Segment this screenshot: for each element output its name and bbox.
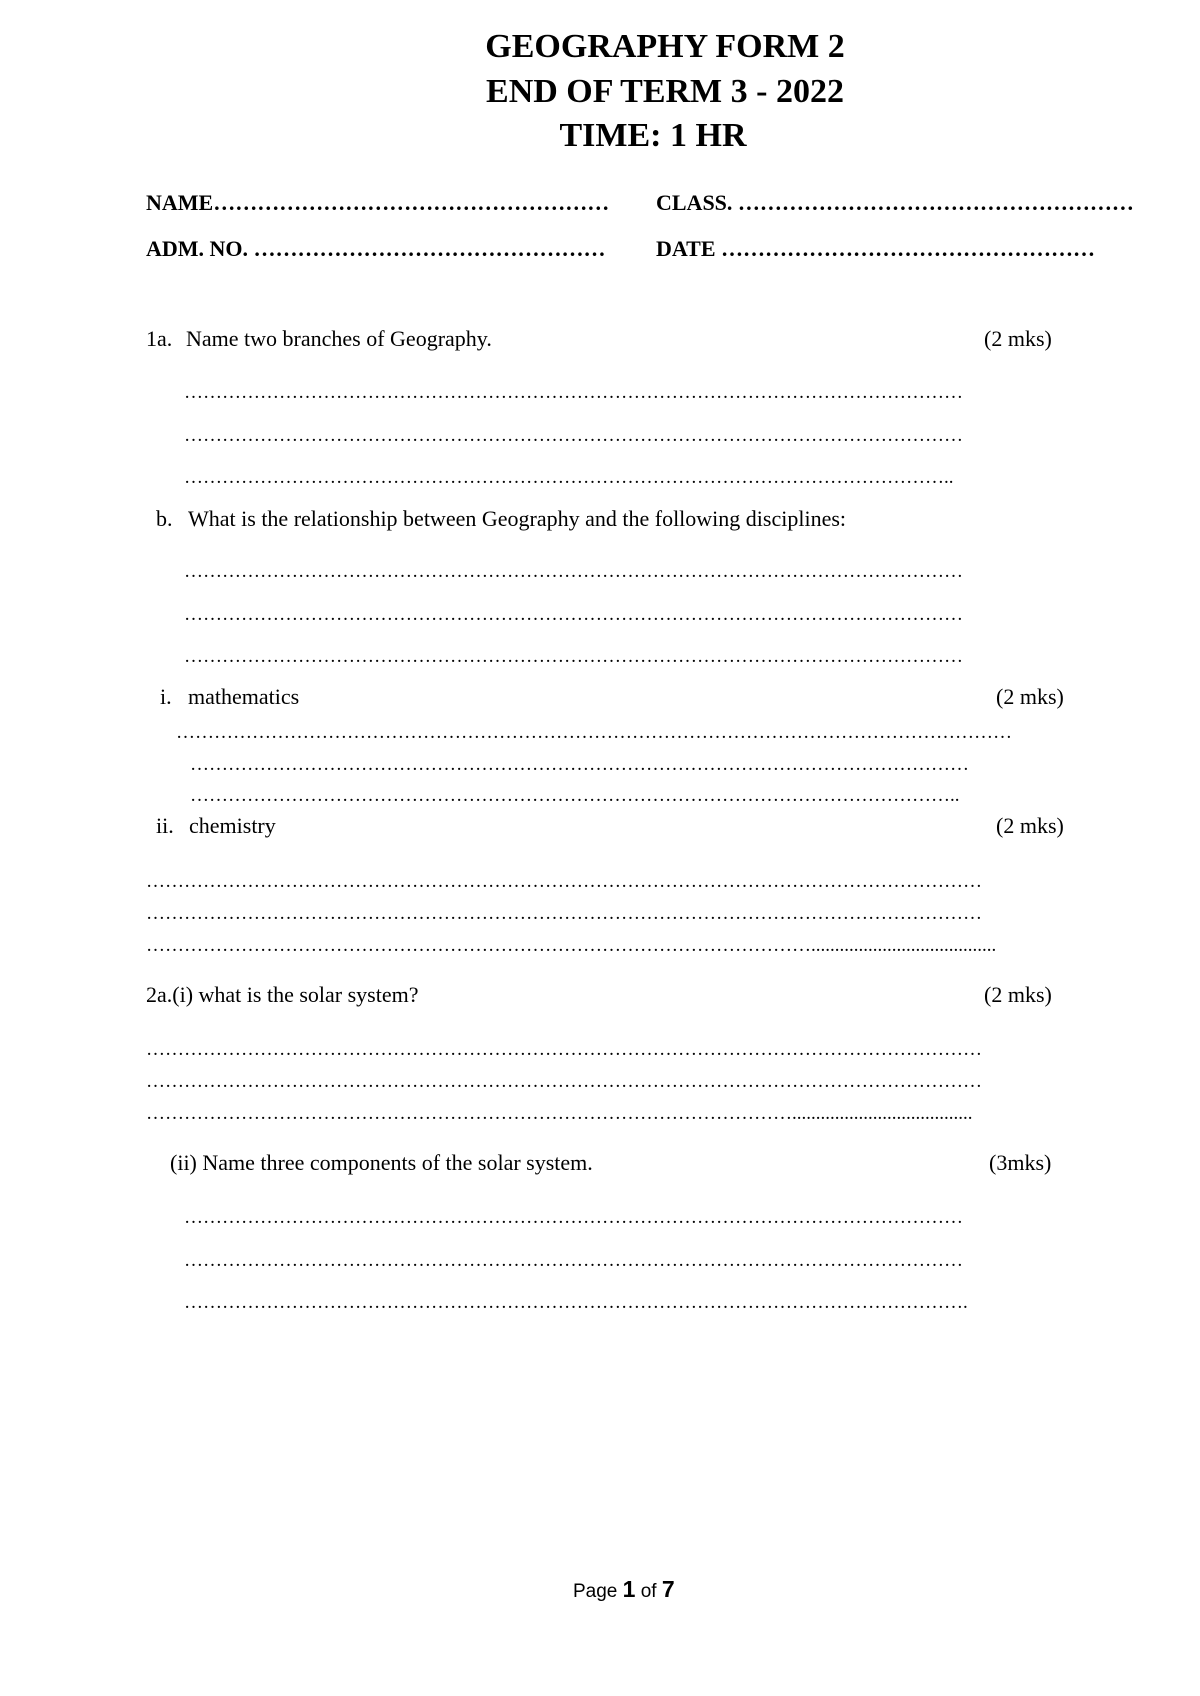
answer-line[interactable]: …………………………………………………………………………………………………………………… xyxy=(146,1039,982,1060)
q1b-ii-marks: (2 mks) xyxy=(996,813,1064,838)
q1a-marks: (2 mks) xyxy=(984,326,1052,351)
answer-line[interactable]: …………………………………………………………………………………………………………… xyxy=(190,754,969,775)
q1a-text: Name two branches of Geography. xyxy=(186,326,492,351)
exam-term: END OF TERM 3 - 2022 xyxy=(486,73,844,110)
q2a-ii-marks: (3mks) xyxy=(989,1150,1052,1175)
answer-line[interactable]: …………………………………………………………………………………………………………… xyxy=(184,382,963,403)
answer-line[interactable]: …………………………………………………………………………………………………………………… xyxy=(176,722,1012,743)
q1b-i-text: mathematics xyxy=(188,684,300,709)
answer-line[interactable]: …………………………………………………………………………………………………………………… xyxy=(146,1071,982,1092)
date-field[interactable]: DATE …………………………………………… xyxy=(656,236,1095,261)
q1b-number: b. xyxy=(156,506,173,531)
answer-line[interactable]: …………………………………………………………………………………………………………… xyxy=(184,646,963,667)
answer-line[interactable]: ……………………………………………………………………………………………....................................... xyxy=(146,935,997,956)
answer-line[interactable]: …………………………………………………………………………………………………………………… xyxy=(146,871,982,892)
answer-line[interactable]: …………………………………………………………………………………………...................................... xyxy=(146,1103,973,1124)
exam-time: TIME: 1 HR xyxy=(559,117,747,154)
of-label: of xyxy=(640,1581,657,1602)
exam-title: GEOGRAPHY FORM 2 xyxy=(485,28,845,65)
answer-line[interactable]: …………………………………………………………………………………………………………… xyxy=(184,604,963,625)
answer-line[interactable]: …………………………………………………………………………………………………………… xyxy=(184,425,963,446)
q1b-ii-number: ii. xyxy=(156,813,174,838)
q1a-number: 1a. xyxy=(146,326,173,351)
q2a-i-text: 2a.(i) what is the solar system? xyxy=(146,982,419,1007)
q1b-i-marks: (2 mks) xyxy=(996,684,1064,709)
class-field[interactable]: CLASS. ……………………………………………… xyxy=(656,190,1134,215)
q1b-i-number: i. xyxy=(160,684,172,709)
page-number: 1 xyxy=(622,1576,636,1602)
answer-line[interactable]: ……………………………………………………………………………………………………………. xyxy=(184,1292,968,1313)
q2a-i-marks: (2 mks) xyxy=(984,982,1052,1007)
name-field[interactable]: NAME……………………………………………… xyxy=(146,190,610,215)
q1b-ii-text: chemistry xyxy=(189,813,276,838)
answer-line[interactable]: ………………………………………………………………………………………………………….. xyxy=(190,785,960,806)
answer-line[interactable]: …………………………………………………………………………………………………………… xyxy=(184,561,963,582)
page-total: 7 xyxy=(661,1576,675,1602)
answer-line[interactable]: …………………………………………………………………………………………………………… xyxy=(184,1250,963,1271)
page-footer xyxy=(573,1576,675,1603)
answer-line[interactable]: ………………………………………………………………………………………………………….. xyxy=(184,467,954,488)
adm-no-field[interactable]: ADM. NO. ………………………………………… xyxy=(146,236,606,261)
answer-line[interactable]: …………………………………………………………………………………………………………………… xyxy=(146,903,982,924)
q2a-ii-text: (ii) Name three components of the solar system. xyxy=(170,1150,593,1175)
page-label: Page xyxy=(573,1581,618,1602)
q1b-text: What is the relationship between Geography and the following disciplines: xyxy=(188,506,847,531)
answer-line[interactable]: …………………………………………………………………………………………………………… xyxy=(184,1207,963,1228)
